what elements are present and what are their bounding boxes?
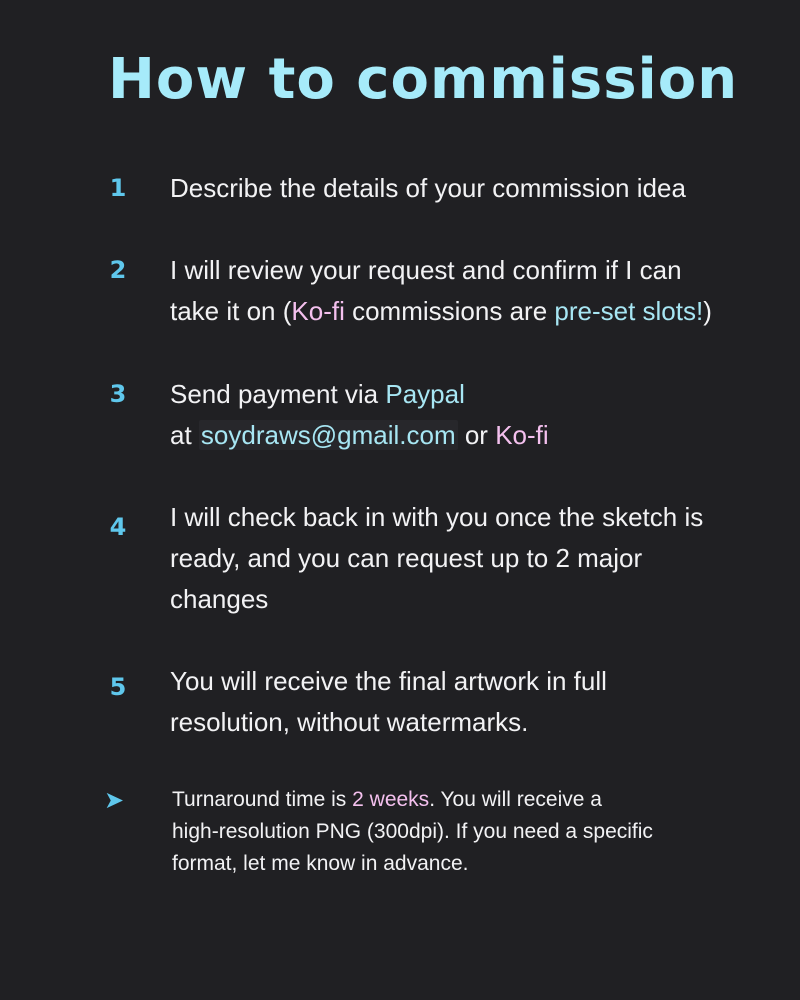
step-number: 2 [109,256,127,284]
text-segment: Send payment via [170,379,386,409]
text-segment: Turnaround time is [172,788,353,811]
step-number: 1 [109,174,127,202]
text-segment: . You will receive a [429,788,602,811]
note-text [172,784,732,880]
step-text [170,250,770,332]
step-line [170,374,770,415]
step-line: You will receive the final artwork in full [170,666,607,696]
step-line [170,291,770,332]
step-number: 4 [109,513,127,541]
text-segment: ) [703,296,712,326]
step-text [170,374,770,456]
note-line: format, let me know in advance. [172,852,469,875]
weeks-highlight: 2 weeks [352,788,430,811]
email-link[interactable]: soydraws@gmail.com [200,420,456,450]
step-number: 5 [109,673,127,701]
step-text [170,497,770,620]
step-line: I will check back in with you once the sketch is [170,502,704,532]
step-line: I will review your request and confirm if I can [170,255,682,285]
kofi-link[interactable]: Ko-fi [495,420,549,450]
paypal-link[interactable]: Paypal [385,379,465,409]
text-segment: take it on ( [170,296,292,326]
step-line: Describe the details of your commission idea [170,173,686,203]
step-line: resolution, without watermarks. [170,707,529,737]
arrow-right-icon: ➤ [104,786,125,814]
step-line: changes [170,584,269,614]
step-line: ready, and you can request up to 2 major [170,543,643,573]
text-segment: commissions are [344,296,555,326]
step-number: 3 [109,380,127,408]
slots-highlight: pre-set slots! [554,296,704,326]
step-text [170,661,770,743]
note-line [172,784,732,816]
step-text [170,168,770,209]
kofi-link[interactable]: Ko-fi [291,296,345,326]
note-line: high-resolution PNG (300dpi). If you need a specific [172,820,653,843]
step-line [170,415,770,456]
text-segment: or [457,420,496,450]
text-segment: at [170,420,199,450]
page-title: How to commission [108,47,739,112]
